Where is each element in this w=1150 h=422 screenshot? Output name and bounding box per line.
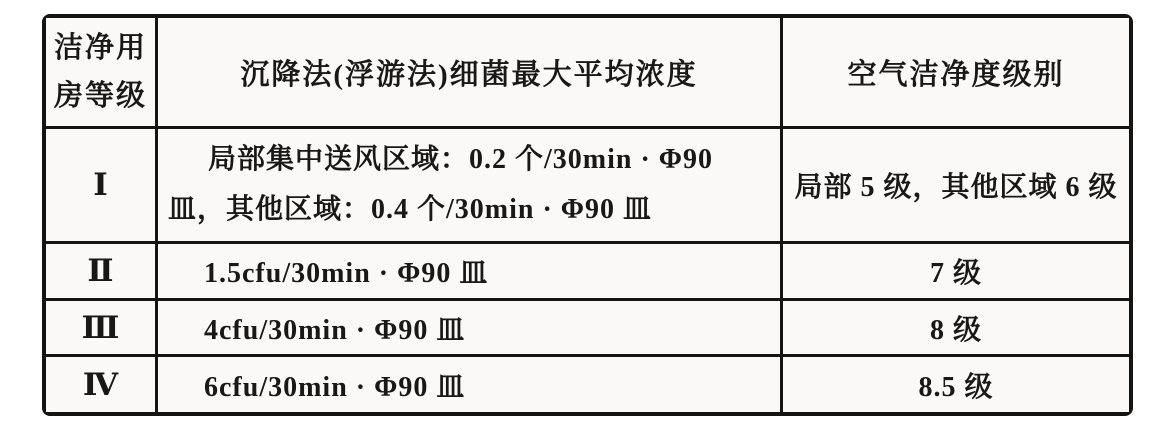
row-3-concentration-cell bbox=[158, 301, 783, 357]
header-room-grade bbox=[46, 18, 158, 129]
header-bacteria-concentration-label: 沉降法(浮游法)细菌最大平均浓度 bbox=[240, 58, 698, 91]
row-3-cleanliness-cell bbox=[783, 301, 1129, 357]
header-air-cleanliness bbox=[783, 18, 1129, 129]
header-room-grade-line1: 洁净用 bbox=[53, 32, 147, 64]
row-3-grade-cell bbox=[46, 301, 158, 357]
row-1-concentration-paragraph bbox=[168, 135, 770, 235]
row-2-cleanliness-cell bbox=[783, 244, 1129, 301]
row-1-concentration-cell bbox=[158, 129, 783, 244]
row-2-cleanliness: 7 级 bbox=[929, 258, 982, 289]
row-3-concentration: 4cfu/30min · Φ90 皿 bbox=[204, 314, 466, 346]
row-3-grade: Ⅲ bbox=[81, 309, 120, 345]
row-2-grade: Ⅱ bbox=[87, 253, 114, 288]
row-2-concentration-cell bbox=[158, 244, 783, 301]
header-bacteria-concentration bbox=[158, 18, 783, 129]
row-4-grade-cell bbox=[46, 357, 158, 412]
row-4-concentration-cell bbox=[158, 357, 783, 412]
row-4-cleanliness-cell bbox=[783, 357, 1129, 412]
row-1-concentration-line1: 局部集中送风区域：0.2 个/30min · Φ90 bbox=[208, 144, 714, 175]
row-4-cleanliness: 8.5 级 bbox=[918, 371, 994, 403]
row-1-concentration-line2: 皿，其他区域：0.4 个/30min · Φ90 皿 bbox=[168, 194, 653, 225]
header-air-cleanliness-label: 空气洁净度级别 bbox=[847, 58, 1065, 91]
row-4-concentration: 6cfu/30min · Φ90 皿 bbox=[204, 371, 466, 403]
row-1-cleanliness-cell bbox=[783, 129, 1129, 244]
row-4-grade: Ⅳ bbox=[82, 366, 119, 402]
row-3-cleanliness: 8 级 bbox=[929, 314, 982, 346]
row-2-concentration: 1.5cfu/30min · Φ90 皿 bbox=[204, 258, 489, 289]
row-1-cleanliness: 局部 5 级，其他区域 6 级 bbox=[794, 172, 1118, 203]
row-1-grade: Ⅰ bbox=[93, 167, 108, 202]
header-room-grade-line2: 房等级 bbox=[53, 80, 147, 112]
row-2-grade-cell bbox=[46, 244, 158, 301]
row-1-grade-cell bbox=[46, 129, 158, 244]
cleanroom-classification-table bbox=[42, 14, 1133, 416]
